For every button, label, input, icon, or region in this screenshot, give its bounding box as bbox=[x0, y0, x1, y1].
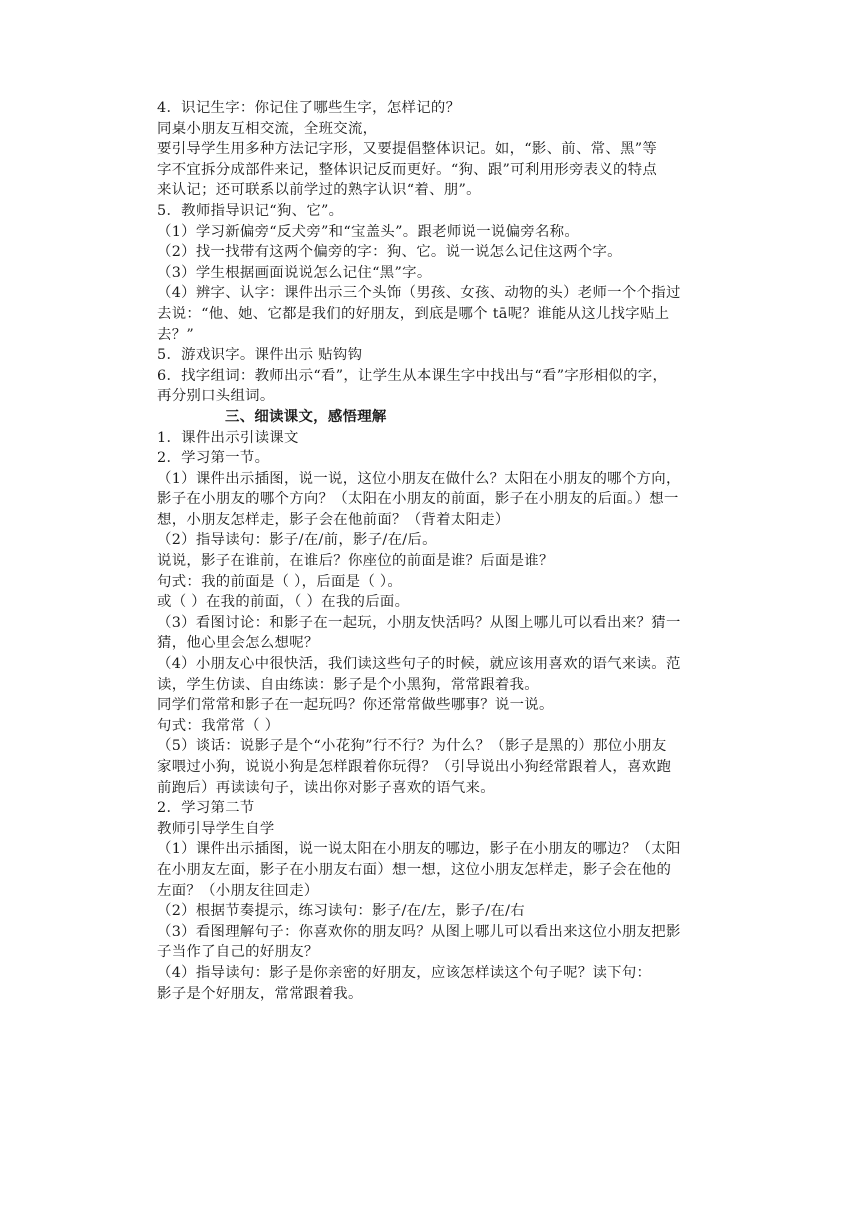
text-line: 1．课件出示引读课文 bbox=[157, 429, 299, 446]
text-line: 说说，影子在谁前，在谁后？你座位的前面是谁？后面是谁？ bbox=[157, 553, 554, 570]
text-line: 去？” bbox=[157, 326, 195, 343]
text-line: 5．教师指导识记“狗、它”。 bbox=[157, 202, 344, 219]
document-body bbox=[157, 98, 777, 1004]
text-line: 同学们常常和影子在一起玩吗？你还常常做些哪事？说一说。 bbox=[157, 697, 554, 714]
text-line: （2）指导读句：影子/在/前，影子/在/后。 bbox=[157, 532, 437, 549]
text-line: （4）指导读句：影子是你亲密的好朋友，应该怎样读这个句子呢？读下句： bbox=[157, 964, 652, 981]
text-line: 读，学生仿读、自由练读：影子是个小黑狗，常常跟着我。 bbox=[157, 676, 539, 693]
text-line: 4．识记生字：你记住了哪些生字，怎样记的？ bbox=[157, 100, 461, 116]
text-line: 影子在小朋友的哪个方向？（太阳在小朋友的前面，影子在小朋友的后面。）想一 bbox=[157, 491, 679, 508]
text-line: 2．学习第一节。 bbox=[157, 450, 270, 467]
text-line: 来认记；还可联系以前学过的熟字认识“着、朋”。 bbox=[157, 182, 481, 199]
text-line: 影子是个好朋友，常常跟着我。 bbox=[157, 985, 363, 1002]
text-line: 5．游戏识字。课件出示 贴钩钩 bbox=[157, 347, 363, 364]
text-line: 要引导学生用多种方法记字形，又要提倡整体识记。如，“影、前、常、黑”等 bbox=[157, 141, 658, 158]
text-line: （4）小朋友心中很快活，我们读这些句子的时候，就应该用喜欢的语气来读。范 bbox=[157, 656, 681, 673]
text-line: 句式：我常常（ ） bbox=[157, 717, 280, 734]
section-heading: 三、细读课文，感悟理解 bbox=[225, 407, 387, 425]
text-line: 或（ ）在我的前面，（ ）在我的后面。 bbox=[157, 594, 410, 611]
text-line: （3）看图理解句子：你喜欢你的朋友吗？从图上哪儿可以看出来这位小朋友把影 bbox=[157, 923, 681, 940]
text-line: 6．找字组词：教师出示“看”，让学生从本课生字中找出与“看”字形相似的字， bbox=[157, 367, 668, 384]
text-line: 前跑后）再读读句子，读出你对影子喜欢的语气来。 bbox=[157, 779, 495, 796]
text-line: 去说：“他、她、它都是我们的好朋友，到底是哪个 tā呢？谁能从这儿找字贴上 bbox=[157, 305, 670, 322]
text-line: 2．学习第二节 bbox=[157, 800, 255, 817]
text-line: 同桌小朋友互相交流，全班交流， bbox=[157, 120, 378, 137]
text-line: 猜，他心里会怎么想呢？ bbox=[157, 635, 319, 652]
text-line: （3）看图讨论：和影子在一起玩，小朋友快活吗？从图上哪儿可以看出来？猜一 bbox=[157, 614, 681, 631]
text-line: 教师引导学生自学 bbox=[157, 820, 275, 837]
text-line: 再分别口头组词。 bbox=[157, 388, 275, 405]
text-line: 字不宜拆分成部件来记，整体识记反而更好。“狗、跟”可利用形旁表义的特点 bbox=[157, 161, 658, 178]
text-line: （3）学生根据画面说说怎么记住“黑”字。 bbox=[157, 264, 432, 281]
text-line: 句式：我的前面是（ ），后面是（ ）。 bbox=[157, 573, 403, 590]
text-line: 在小朋友左面，影子在小朋友右面）想一想，这位小朋友怎样走，影子会在他的 bbox=[157, 861, 672, 878]
text-line: 想，小朋友怎样走，影子会在他前面？（背着太阳走） bbox=[157, 511, 510, 528]
text-line: （2）根据节奏提示，练习读句：影子/在/左，影子/在/右 bbox=[157, 903, 525, 920]
text-line: 子当作了自己的好朋友？ bbox=[157, 944, 319, 961]
text-line: （4）辨字、认字：课件出示三个头饰（男孩、女孩、动物的头）老师一个个指过 bbox=[157, 285, 681, 302]
text-line: 家喂过小狗，说说小狗是怎样跟着你玩得？（引导说出小狗经常跟着人，喜欢跑 bbox=[157, 759, 672, 775]
text-line: （1）学习新偏旁“反犬旁”和“宝盖头”。跟老师说一说偏旁名称。 bbox=[157, 223, 580, 240]
text-line: （2）找一找带有这两个偏旁的字：狗、它。说一说怎么记住这两个字。 bbox=[157, 244, 622, 261]
text-line: （5）谈话：说影子是个“小花狗”行不行？为什么？（影子是黑的）那位小朋友 bbox=[157, 738, 667, 755]
text-line: （1）课件出示插图，说一说，这位小朋友在做什么？太阳在小朋友的哪个方向， bbox=[157, 470, 681, 487]
text-line: 左面？（小朋友往回走） bbox=[157, 882, 319, 899]
text-line: （1）课件出示插图，说一说太阳在小朋友的哪边，影子在小朋友的哪边？（太阳 bbox=[157, 841, 681, 858]
